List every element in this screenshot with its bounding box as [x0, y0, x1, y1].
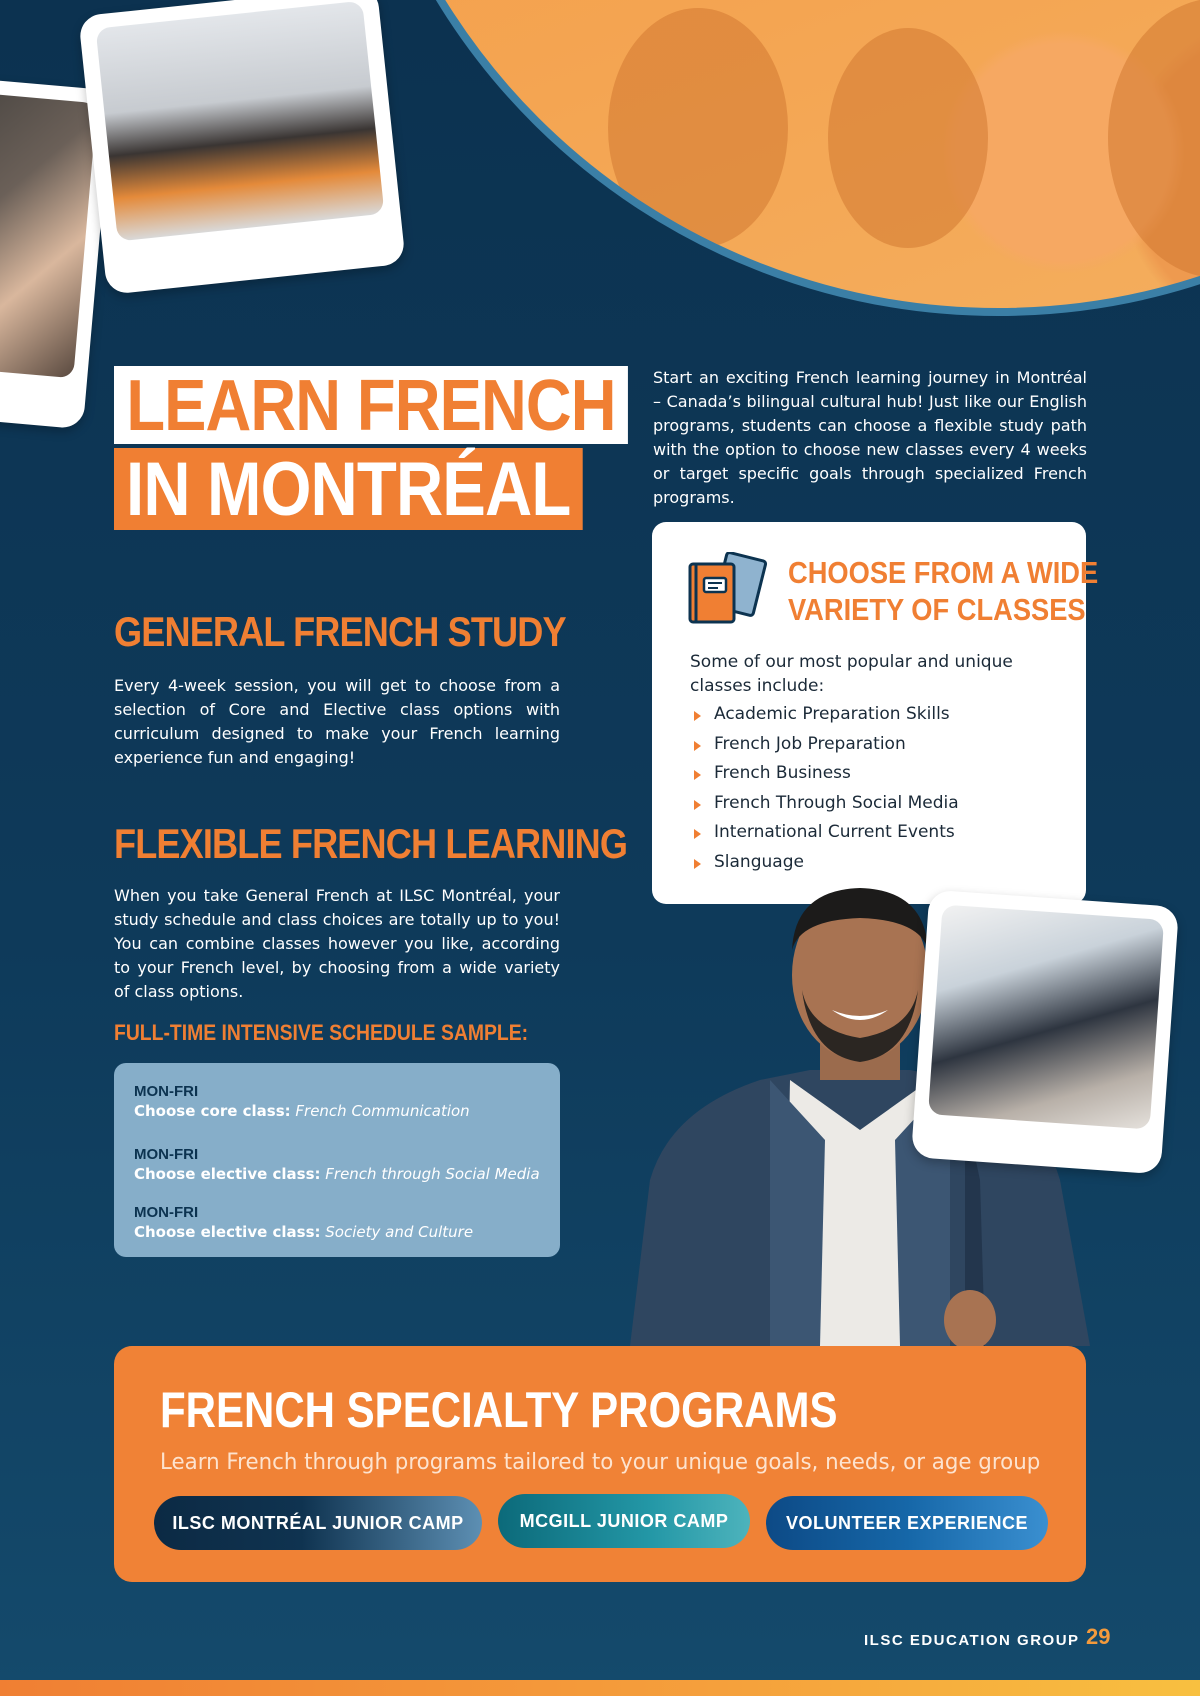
classes-card-title: CHOOSE FROM A WIDE VARIETY OF CLASSES — [788, 555, 1099, 627]
list-item: Slanguage — [692, 848, 959, 878]
mcgill-camp-button[interactable]: MCGILL JUNIOR CAMP — [498, 1494, 750, 1548]
specialty-programs-panel — [114, 1346, 1086, 1582]
classes-list — [692, 700, 959, 877]
general-french-heading: GENERAL FRENCH STUDY — [114, 608, 566, 655]
flexible-french-body: When you take General French at ILSC Montréal, your study schedule and class choices are totally up to you! You can combine classes however you like, according to your French level, by choosing from a wide variety of class options. — [114, 886, 560, 1001]
classes-card — [652, 522, 1099, 904]
specialty-title: FRENCH SPECIALTY PROGRAMS — [160, 1382, 838, 1438]
photo-frame-top — [78, 0, 406, 295]
triangle-bullet-icon — [694, 741, 701, 751]
triangle-bullet-icon — [694, 770, 701, 780]
triangle-bullet-icon — [694, 829, 701, 839]
flexible-french-heading: FLEXIBLE FRENCH LEARNING — [114, 820, 628, 867]
intro-paragraph: Start an exciting French learning journey in Montréal – Canada’s bilingual cultural hub! Just like our English programs, students can choose a flexible study path with the option to choose new classes every 4 weeks or target specific goals through specialized French programs. — [653, 368, 1087, 507]
schedule-label: Choose elective class: — [134, 1165, 321, 1183]
schedule-item — [134, 1146, 540, 1184]
triangle-bullet-icon — [694, 711, 701, 721]
triangle-bullet-icon — [694, 859, 701, 869]
schedule-day: MON-FRI — [134, 1204, 199, 1221]
bottom-accent-bar — [0, 1680, 1200, 1696]
schedule-class: Society and Culture — [325, 1223, 474, 1241]
schedule-heading: FULL-TIME INTENSIVE SCHEDULE SAMPLE: — [114, 1020, 529, 1045]
books-icon — [686, 552, 768, 624]
volunteer-button[interactable]: VOLUNTEER EXPERIENCE — [766, 1496, 1048, 1550]
page-title-line2: IN MONTRÉAL — [114, 448, 582, 530]
schedule-item — [134, 1204, 473, 1242]
schedule-item — [134, 1083, 470, 1121]
general-french-body: Every 4-week session, you will get to choose from a selection of Core and Elective class options with curriculum designed to make your French learning experience fun and engaging! — [114, 676, 560, 767]
list-item: International Current Events — [692, 818, 959, 848]
page-title-line1: LEARN FRENCH — [114, 366, 628, 444]
photo-frame-right — [911, 890, 1179, 1175]
triangle-bullet-icon — [694, 800, 701, 810]
schedule-label: Choose elective class: — [134, 1223, 321, 1241]
classes-card-intro: Some of our most popular and unique classes include: — [690, 652, 1013, 696]
page-number: 29 — [1086, 1624, 1111, 1649]
schedule-class: French through Social Media — [325, 1165, 540, 1183]
list-item: French Through Social Media — [692, 789, 959, 819]
photo-students-class — [928, 905, 1164, 1130]
footer-organization: ILSC EDUCATION GROUP — [864, 1632, 1080, 1649]
list-item: French Business — [692, 759, 959, 789]
junior-camp-button[interactable]: ILSC MONTRÉAL JUNIOR CAMP — [154, 1496, 482, 1550]
list-item: Academic Preparation Skills — [692, 700, 959, 730]
specialty-subtitle: Learn French through programs tailored to your unique goals, needs, or age group — [160, 1450, 1041, 1475]
photo-students-lounge — [96, 1, 385, 242]
schedule-day: MON-FRI — [134, 1083, 199, 1100]
photo-students-lab — [0, 86, 97, 378]
list-item: French Job Preparation — [692, 730, 959, 760]
schedule-day: MON-FRI — [134, 1146, 199, 1163]
schedule-box — [114, 1063, 560, 1257]
schedule-label: Choose core class: — [134, 1102, 291, 1120]
schedule-class: French Communication — [295, 1102, 470, 1120]
